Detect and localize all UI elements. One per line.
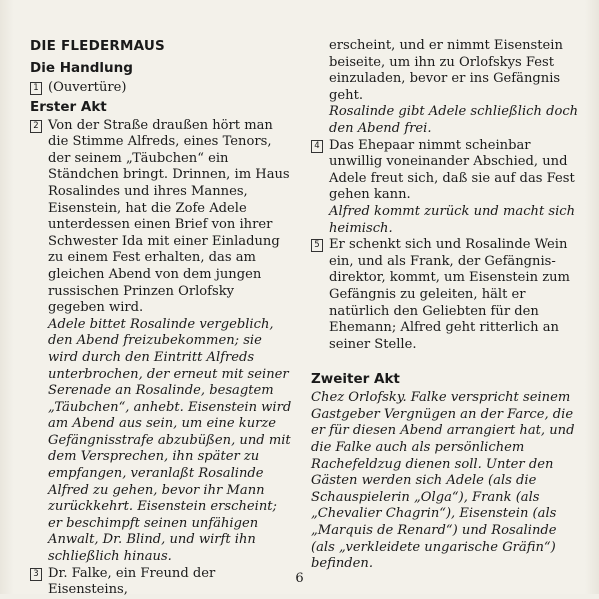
track-number-box: 4 — [311, 140, 323, 153]
right-column — [311, 38, 579, 573]
track-entry-4 — [311, 138, 579, 238]
track-text-italic: Alfred kommt zurück und macht sich heimisch. — [329, 203, 576, 236]
page-number: 6 — [295, 571, 304, 586]
track-number-box: 1 — [30, 82, 42, 95]
track-text-italic: Adele bittet Rosalinde vergeblich, den Abend freizubekommen; sie wird durch den Eintritt Alfreds unterbrochen, der erneut mit seiner Serenade an Rosalinde, besagtem „Täubchen“, anhebt. Eisenstein wird am Abend aus sein, um eine kurze Gefängnisstrafe abzubüßen, und mit dem Versprechen, ihn später zu empfangen, veranlaßt Rosalinde Alfred zu gehen, bevor ihr Mann zurückkehrt. Eisenstein erscheint; er beschimpft seinen unfähigen Anwalt, Dr. Blind, und wirft ihn schließlich hinaus. — [48, 316, 292, 565]
opera-title: DIE FLEDERMAUS — [30, 38, 165, 54]
track-text-italic: Rosalinde gibt Adele schließlich doch den Abend frei. — [329, 104, 579, 136]
act-2-summary: Chez Orlofsky. Falke verspricht seinem Gastgeber Vergnügen an der Farce, die er für diesen Abend arrangiert hat, und die Falke auch als persönlichem Rachefeldzug dienen soll. Unter den Gästen werden sich Adele (als die Schauspielerin „Olga“), Frank (als „Chevalier Chagrin“), Eisenstein (als „Marquis de Renard“) und Rosalinde (als „verkleidete ungarische Gräfin“) befinden. — [311, 390, 575, 572]
track-number-box: 5 — [311, 239, 323, 252]
left-column — [30, 38, 292, 599]
track-text: (Ouvertüre) — [48, 80, 127, 95]
track-number-box: 3 — [30, 568, 42, 581]
track-entry-5 — [311, 237, 579, 353]
track-text: Er schenkt sich und Rosalinde Wein ein, und als Frank, der Gefängnis-direktor, kommt, um Eisenstein zum Gefängnis zu geleiten, hält er natürlich den Geliebten für den Ehemann; Alfred geht ritterlich an seiner Stelle. — [329, 237, 570, 352]
track-entry-1 — [30, 80, 292, 97]
track-number-box: 2 — [30, 120, 42, 133]
track-entry-2 — [30, 118, 292, 566]
track-text: Das Ehepaar nimmt scheinbar unwillig voneinander Abschied, und Adele freut sich, daß sie auf das Fest gehen kann. — [329, 137, 575, 203]
track-text: Dr. Falke, ein Freund der Eisensteins, — [48, 565, 216, 598]
track-entry-3-continued — [311, 38, 579, 138]
act-heading-1: Erster Akt — [30, 98, 107, 115]
section-title: Die Handlung — [30, 60, 133, 76]
track-text: erscheint, und er nimmt Eisenstein beiseite, um ihn zu Orlofskys Fest einzuladen, bevor er ins Gefängnis geht. — [329, 38, 563, 103]
track-text: Von der Straße draußen hört man die Stimme Alfreds, eines Tenors, der seinem „Täubchen“ ein Ständchen bringt. Drinnen, im Haus Rosalindes und ihres Mannes, Eisenstein, hat die Zofe Adele unterdessen einen Brief von ihrer Schwester Ida mit einer Einladung zu einem Fest erhalten, das am gleichen Abend von dem jungen russischen Prinzen Orlofsky gegeben wird. — [48, 117, 290, 316]
act-heading-2: Zweiter Akt — [311, 371, 400, 388]
